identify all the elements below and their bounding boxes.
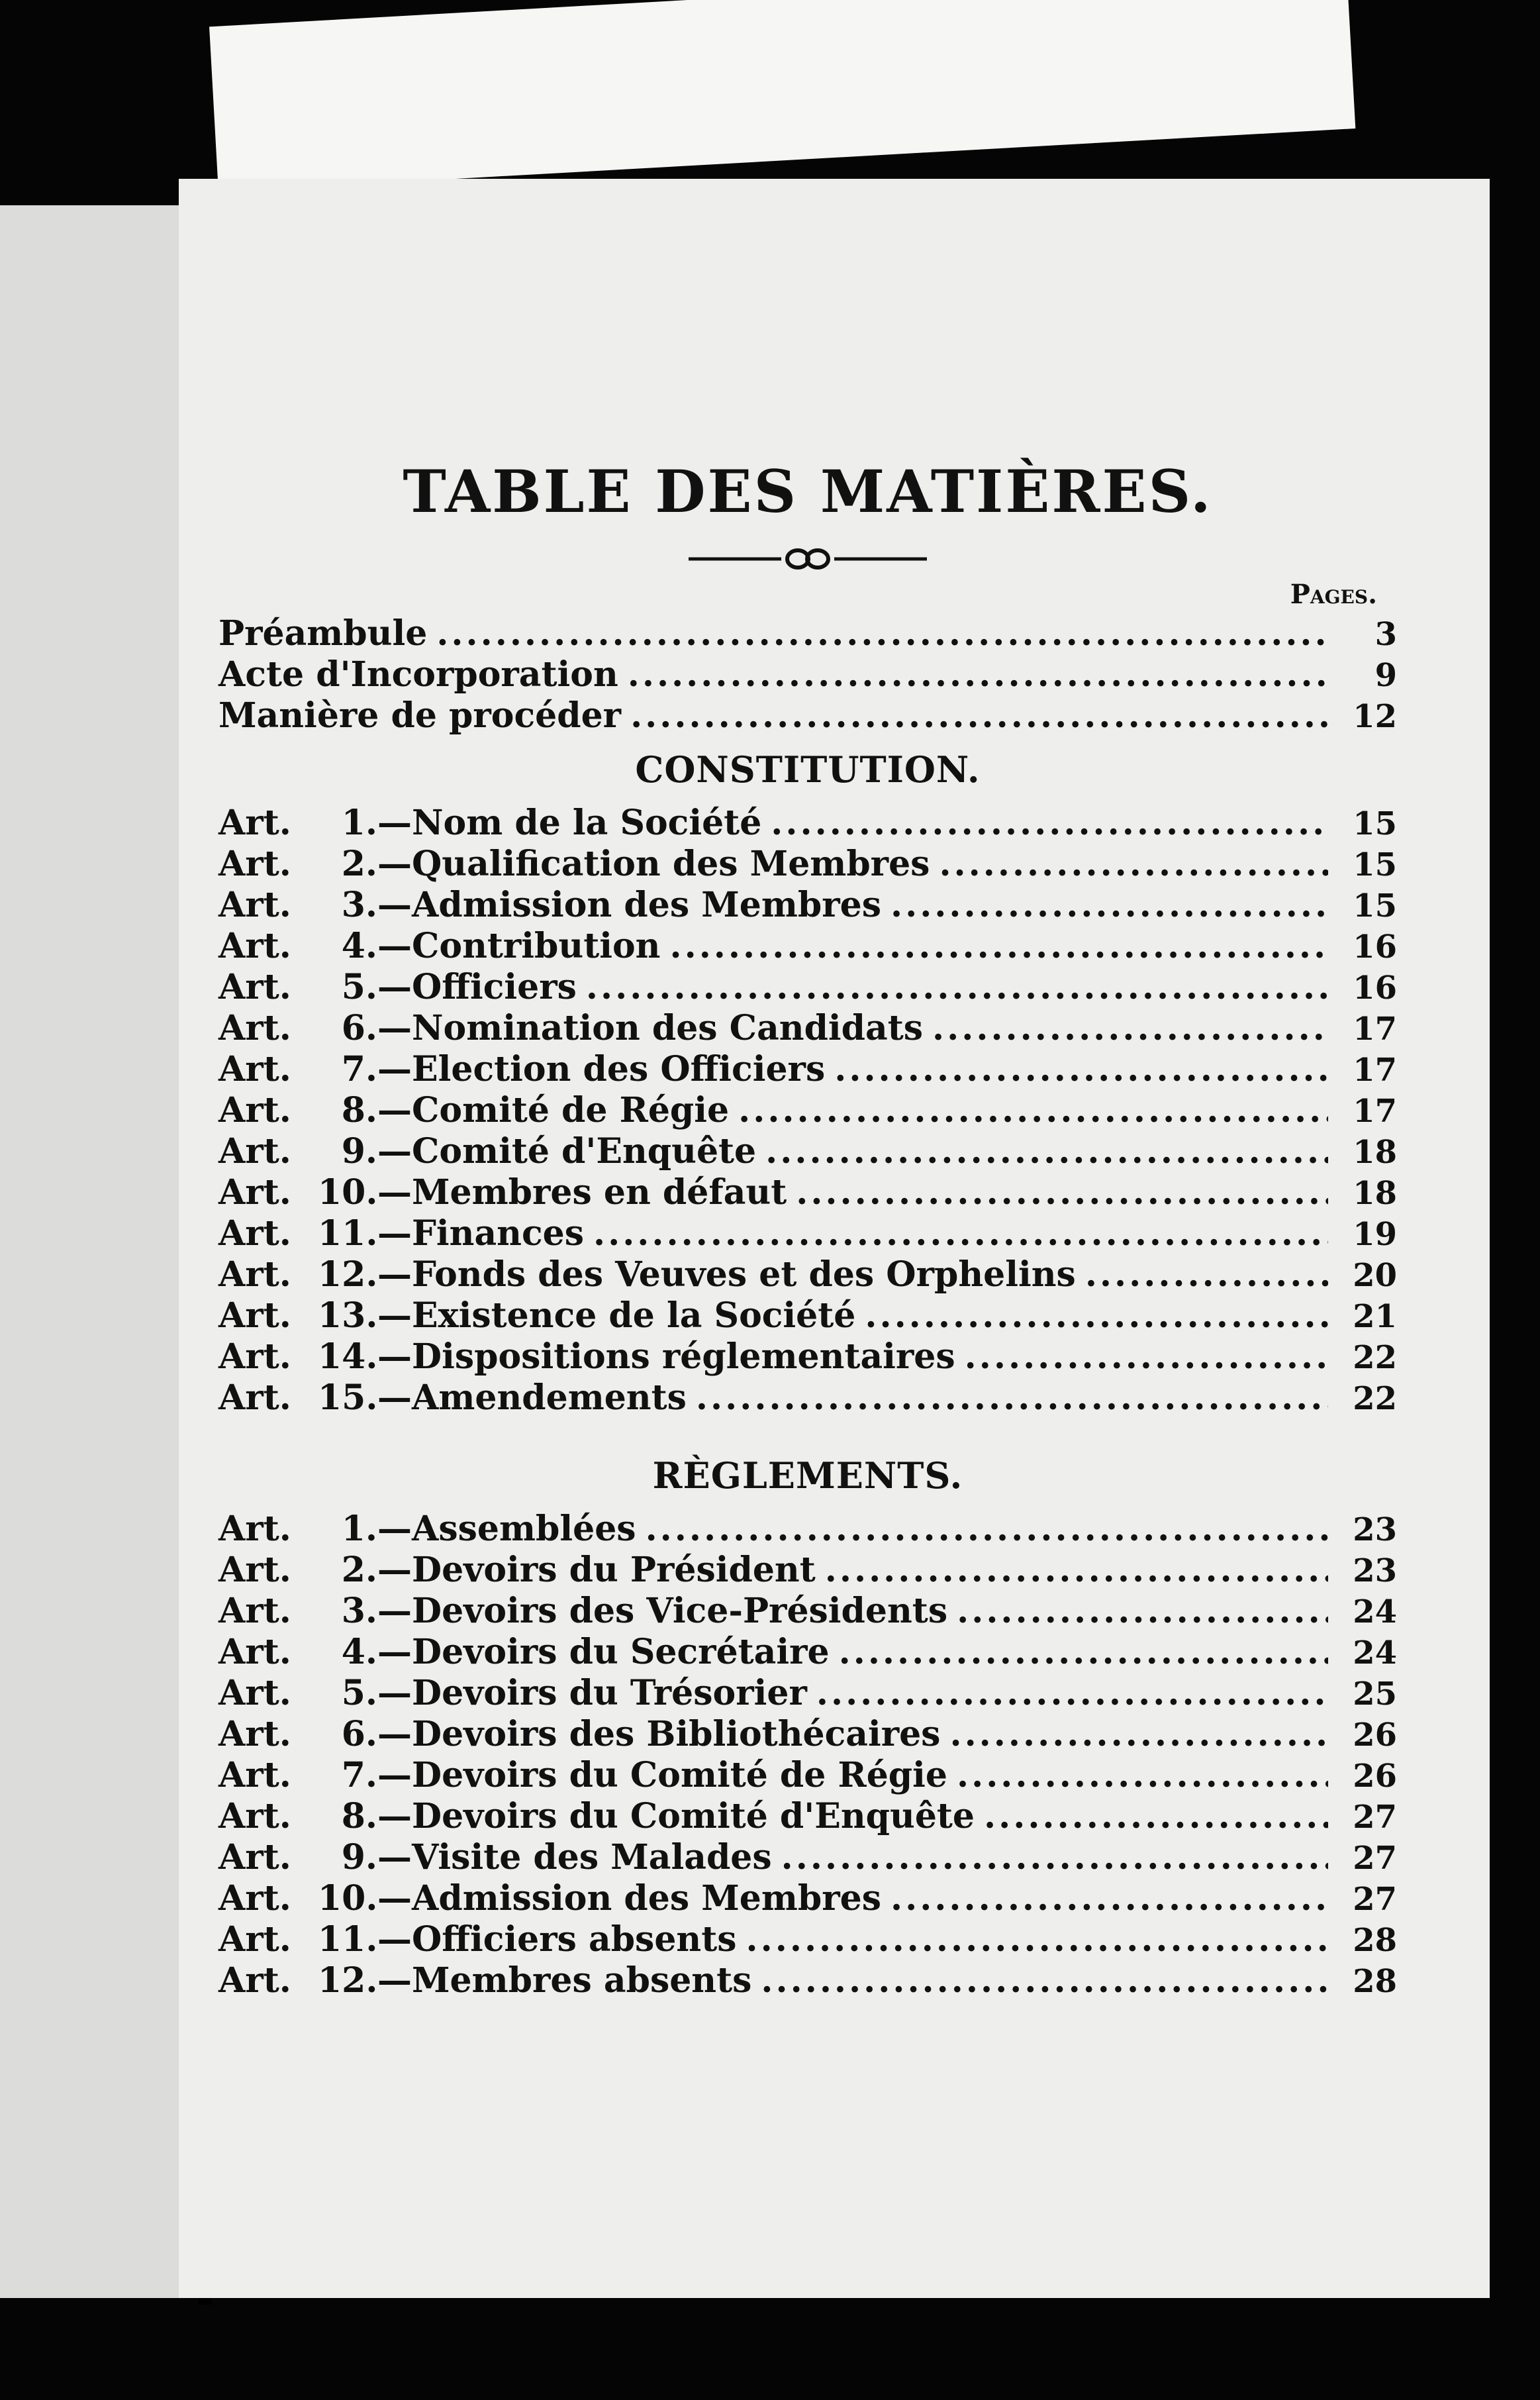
em-dash: — [377, 926, 412, 966]
em-dash: — [377, 885, 412, 925]
article-prefix: Art. [218, 1550, 291, 1590]
em-dash: — [377, 844, 412, 884]
article-entry [218, 1131, 1397, 1172]
article-entry [218, 1213, 1397, 1254]
entry-page-number: 27 [1353, 1881, 1397, 1918]
entry-page-number: 24 [1353, 1593, 1397, 1630]
dot-leader [965, 1336, 1328, 1377]
article-label [218, 1008, 923, 1048]
paper-strip [209, 0, 1355, 192]
article-title: Admission des Membres [412, 885, 881, 925]
dot-leader [825, 1550, 1328, 1590]
article-title: Comité d'Enquête [412, 1131, 757, 1172]
entry-page-number: 17 [1353, 1011, 1397, 1048]
article-title: Nom de la Société [412, 803, 762, 843]
entry-page-number: 26 [1353, 1758, 1397, 1795]
dot-leader [796, 1172, 1328, 1213]
article-number: 7. [341, 1049, 377, 1089]
article-prefix: Art. [218, 844, 291, 884]
intro-list [218, 613, 1397, 736]
dot-leader [865, 1295, 1328, 1336]
article-entry [218, 1377, 1397, 1419]
page-title: TABLE DES MATIÈRES. [403, 457, 1213, 526]
article-number: 4. [341, 1632, 377, 1672]
entry-page-number: 23 [1353, 1552, 1397, 1589]
article-label [218, 1295, 855, 1336]
em-dash: — [377, 1131, 412, 1172]
dot-leader [586, 967, 1328, 1007]
article-number: 5. [341, 1673, 377, 1713]
article-entry [218, 1509, 1397, 1550]
article-label [218, 1919, 737, 1960]
em-dash: — [377, 803, 412, 843]
article-number: 12. [318, 1254, 378, 1295]
entry-label: Acte d'Incorporation [218, 654, 618, 695]
entry-page-number: 3 [1374, 616, 1397, 653]
dot-leader [781, 1837, 1328, 1877]
entry-page-number: 28 [1353, 1963, 1397, 2000]
article-entry [218, 1008, 1397, 1049]
article-label [218, 1837, 772, 1877]
entry-label: Préambule [218, 613, 428, 654]
em-dash: — [377, 1755, 412, 1795]
toc-entry [218, 613, 1397, 654]
em-dash: — [377, 1295, 412, 1336]
article-label [218, 803, 761, 843]
article-prefix: Art. [218, 1755, 291, 1795]
dot-leader [932, 1008, 1328, 1048]
article-prefix: Art. [218, 1131, 291, 1172]
article-number: 6. [341, 1008, 377, 1048]
article-title: Dispositions réglementaires [412, 1336, 955, 1377]
article-entry [218, 1837, 1397, 1878]
article-label [218, 1336, 955, 1377]
article-title: Devoirs du Trésorier [412, 1673, 807, 1713]
article-title: Devoirs du Comité d'Enquête [412, 1796, 975, 1836]
dot-leader [630, 695, 1328, 736]
article-number: 2. [341, 1550, 377, 1590]
article-number: 10. [318, 1172, 378, 1213]
entry-page-number: 15 [1353, 805, 1397, 842]
article-prefix: Art. [218, 1632, 291, 1672]
article-title: Membres en défaut [412, 1172, 787, 1213]
article-entry [218, 1673, 1397, 1714]
article-label [218, 1049, 825, 1089]
article-label [218, 1714, 940, 1754]
article-entry [218, 1336, 1397, 1377]
article-label [218, 844, 930, 884]
article-title: Existence de la Société [412, 1295, 856, 1336]
article-number: 8. [341, 1090, 377, 1130]
dot-leader [957, 1755, 1328, 1795]
article-entry [218, 1254, 1397, 1295]
article-title: Devoirs du Secrétaire [412, 1632, 830, 1672]
article-number: 7. [341, 1755, 377, 1795]
article-prefix: Art. [218, 1591, 291, 1631]
article-entry [218, 926, 1397, 967]
article-prefix: Art. [218, 1837, 291, 1877]
constitution-list [218, 803, 1397, 1419]
article-number: 9. [341, 1131, 377, 1172]
em-dash: — [377, 1090, 412, 1130]
article-label [218, 1254, 1076, 1295]
article-prefix: Art. [218, 1295, 291, 1336]
pages-column-label: Pages. [1290, 579, 1377, 610]
article-entry [218, 1295, 1397, 1336]
article-title: Fonds des Veuves et des Orphelins [412, 1254, 1076, 1295]
article-label [218, 1673, 807, 1713]
em-dash: — [377, 1714, 412, 1754]
article-number: 3. [341, 885, 377, 925]
article-prefix: Art. [218, 1714, 291, 1754]
article-number: 4. [341, 926, 377, 966]
dot-leader [890, 1878, 1328, 1919]
article-number: 8. [341, 1796, 377, 1836]
dot-leader [593, 1213, 1328, 1254]
article-prefix: Art. [218, 1960, 291, 2001]
entry-page-number: 19 [1353, 1216, 1397, 1253]
reglements-list [218, 1509, 1397, 2001]
dot-leader [436, 613, 1328, 654]
article-number: 12. [318, 1960, 378, 2001]
article-number: 6. [341, 1714, 377, 1754]
article-entry [218, 1591, 1397, 1632]
article-label [218, 1591, 947, 1631]
dot-leader [771, 803, 1328, 843]
article-label [218, 1213, 584, 1254]
entry-page-number: 15 [1353, 846, 1397, 883]
article-title: Nomination des Candidats [412, 1008, 924, 1048]
entry-page-number: 27 [1353, 1840, 1397, 1877]
entry-page-number: 23 [1353, 1511, 1397, 1548]
document-page [179, 179, 1490, 2298]
section-heading-constitution: CONSTITUTION. [635, 748, 981, 791]
dot-leader [949, 1714, 1328, 1754]
article-title: Officiers [412, 967, 577, 1007]
article-label [218, 1377, 687, 1418]
article-label [218, 1172, 787, 1213]
entry-page-number: 18 [1353, 1175, 1397, 1212]
article-title: Comité de Régie [412, 1090, 730, 1130]
entry-page-number: 16 [1353, 928, 1397, 966]
entry-page-number: 12 [1353, 698, 1397, 735]
article-prefix: Art. [218, 885, 291, 925]
entry-page-number: 24 [1353, 1634, 1397, 1672]
article-entry [218, 1755, 1397, 1796]
em-dash: — [377, 1213, 412, 1254]
em-dash: — [377, 1509, 412, 1549]
article-prefix: Art. [218, 1796, 291, 1836]
article-title: Devoirs du Président [412, 1550, 816, 1590]
article-number: 10. [318, 1878, 378, 1919]
entry-page-number: 28 [1353, 1922, 1397, 1959]
article-title: Contribution [412, 926, 661, 966]
dot-leader [839, 1632, 1328, 1672]
em-dash: — [377, 967, 412, 1007]
article-label [218, 1796, 975, 1836]
article-entry [218, 1919, 1397, 1960]
article-title: Devoirs du Comité de Régie [412, 1755, 947, 1795]
dot-leader [746, 1919, 1328, 1960]
em-dash: — [377, 1960, 412, 2001]
article-prefix: Art. [218, 1509, 291, 1549]
article-entry [218, 1878, 1397, 1919]
article-title: Election des Officiers [412, 1049, 826, 1089]
article-label [218, 885, 881, 925]
article-prefix: Art. [218, 1172, 291, 1213]
article-number: 9. [341, 1837, 377, 1877]
article-label [218, 1632, 830, 1672]
article-prefix: Art. [218, 1213, 291, 1254]
article-title: Devoirs des Bibliothécaires [412, 1714, 941, 1754]
article-entry [218, 1632, 1397, 1673]
em-dash: — [377, 1254, 412, 1295]
dot-leader [669, 926, 1328, 966]
article-number: 1. [341, 1509, 377, 1549]
entry-page-number: 21 [1353, 1298, 1397, 1335]
dot-leader [957, 1591, 1328, 1631]
entry-page-number: 26 [1353, 1717, 1397, 1754]
article-label [218, 1550, 816, 1590]
em-dash: — [377, 1837, 412, 1877]
dot-leader [761, 1960, 1328, 2001]
article-number: 2. [341, 844, 377, 884]
article-number: 15. [318, 1377, 378, 1418]
entry-page-number: 9 [1374, 657, 1397, 694]
em-dash: — [377, 1673, 412, 1713]
article-prefix: Art. [218, 1878, 291, 1919]
article-entry [218, 1796, 1397, 1837]
em-dash: — [377, 1632, 412, 1672]
dot-leader [890, 885, 1328, 925]
article-entry [218, 967, 1397, 1008]
article-title: Qualification des Membres [412, 844, 930, 884]
article-title: Membres absents [412, 1960, 752, 2001]
article-number: 14. [318, 1336, 378, 1377]
article-title: Finances [412, 1213, 584, 1254]
entry-page-number: 17 [1353, 1052, 1397, 1089]
article-label [218, 1131, 756, 1172]
article-label [218, 1509, 636, 1549]
em-dash: — [377, 1550, 412, 1590]
article-entry [218, 1172, 1397, 1213]
article-title: Admission des Membres [412, 1878, 881, 1919]
article-entry [218, 803, 1397, 844]
article-title: Devoirs des Vice-Présidents [412, 1591, 948, 1631]
entry-page-number: 17 [1353, 1093, 1397, 1130]
dot-leader [765, 1131, 1328, 1172]
article-prefix: Art. [218, 1090, 291, 1130]
toc-entry [218, 695, 1397, 736]
article-label [218, 1960, 751, 2001]
entry-page-number: 22 [1353, 1380, 1397, 1417]
article-label [218, 926, 660, 966]
toc-entry [218, 654, 1397, 695]
article-prefix: Art. [218, 1673, 291, 1713]
em-dash: — [377, 1591, 412, 1631]
ornament-divider-icon [689, 546, 927, 572]
dot-leader [696, 1377, 1328, 1418]
adjacent-page [0, 205, 199, 2298]
dot-leader [738, 1090, 1328, 1130]
article-number: 5. [341, 967, 377, 1007]
article-title: Visite des Malades [412, 1837, 772, 1877]
em-dash: — [377, 1919, 412, 1960]
em-dash: — [377, 1049, 412, 1089]
article-prefix: Art. [218, 1377, 291, 1418]
article-prefix: Art. [218, 1008, 291, 1048]
entry-page-number: 22 [1353, 1339, 1397, 1376]
article-entry [218, 1960, 1397, 2001]
article-entry [218, 1550, 1397, 1591]
em-dash: — [377, 1172, 412, 1213]
article-prefix: Art. [218, 1049, 291, 1089]
entry-page-number: 20 [1353, 1257, 1397, 1294]
section-heading-reglements: RÈGLEMENTS. [652, 1454, 963, 1497]
entry-label: Manière de procéder [218, 695, 622, 736]
entry-page-number: 18 [1353, 1134, 1397, 1171]
em-dash: — [377, 1878, 412, 1919]
dot-leader [1085, 1254, 1328, 1295]
article-label [218, 1090, 729, 1130]
article-label [218, 967, 577, 1007]
entry-page-number: 16 [1353, 970, 1397, 1007]
article-prefix: Art. [218, 1254, 291, 1295]
article-prefix: Art. [218, 926, 291, 966]
article-title: Assemblées [412, 1509, 636, 1549]
article-entry [218, 1714, 1397, 1755]
article-number: 1. [341, 803, 377, 843]
em-dash: — [377, 1796, 412, 1836]
article-entry [218, 885, 1397, 926]
table-of-contents [218, 457, 1397, 2001]
dot-leader [628, 654, 1328, 695]
dot-leader [646, 1509, 1328, 1549]
dot-leader [834, 1049, 1328, 1089]
em-dash: — [377, 1377, 412, 1418]
em-dash: — [377, 1008, 412, 1048]
article-title: Officiers absents [412, 1919, 737, 1960]
dot-leader [984, 1796, 1328, 1836]
dot-leader [939, 844, 1328, 884]
entry-page-number: 27 [1353, 1799, 1397, 1836]
article-label [218, 1755, 947, 1795]
article-prefix: Art. [218, 1336, 291, 1377]
article-number: 11. [318, 1919, 378, 1960]
article-number: 3. [341, 1591, 377, 1631]
article-entry [218, 1090, 1397, 1131]
dot-leader [816, 1673, 1328, 1713]
article-number: 11. [318, 1213, 378, 1254]
article-prefix: Art. [218, 1919, 291, 1960]
article-label [218, 1878, 881, 1919]
article-number: 13. [318, 1295, 378, 1336]
article-entry [218, 844, 1397, 885]
em-dash: — [377, 1336, 412, 1377]
article-prefix: Art. [218, 803, 291, 843]
entry-page-number: 15 [1353, 887, 1397, 925]
article-prefix: Art. [218, 967, 291, 1007]
article-entry [218, 1049, 1397, 1090]
entry-page-number: 25 [1353, 1675, 1397, 1713]
article-title: Amendements [412, 1377, 687, 1418]
